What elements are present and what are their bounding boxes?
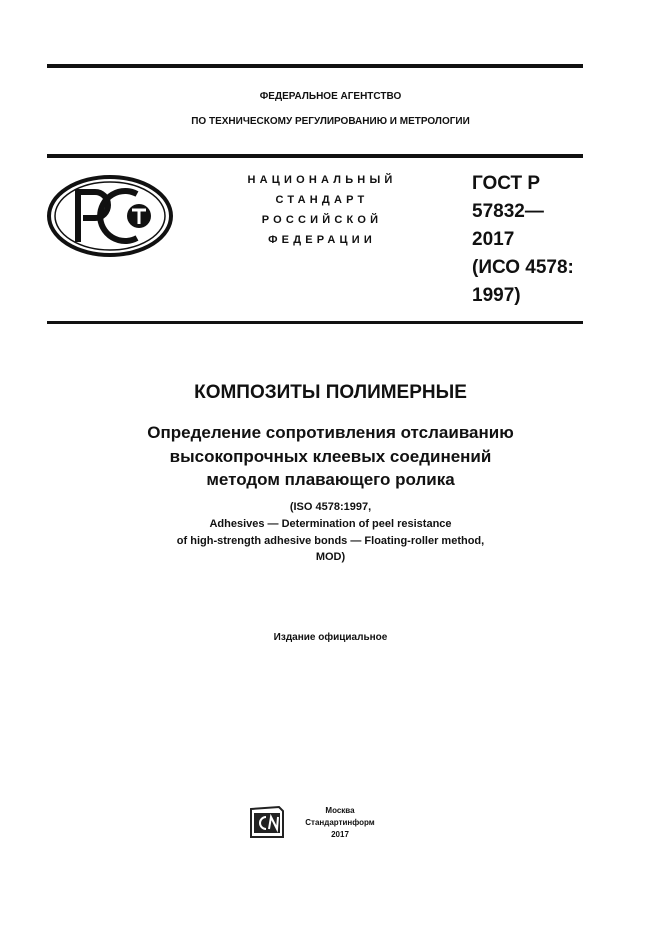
standard-type-line: СТАНДАРТ bbox=[275, 194, 369, 206]
standard-type-line: ФЕДЕРАЦИИ bbox=[268, 234, 376, 246]
standard-type-line: НАЦИОНАЛЬНЫЙ bbox=[247, 174, 397, 186]
designation bbox=[472, 170, 574, 310]
iso-ref-line: (ISO 4578:1997, bbox=[289, 501, 372, 513]
standard-type-line: РОССИЙСКОЙ bbox=[261, 214, 383, 226]
publisher-info bbox=[300, 805, 380, 841]
edition-label: Издание официальное bbox=[273, 632, 388, 643]
subtitle-line: методом плавающего ролика bbox=[206, 470, 455, 489]
agency-line-2: ПО ТЕХНИЧЕСКОМУ РЕГУЛИРОВАНИЮ И МЕТРОЛОГИИ bbox=[191, 116, 470, 127]
designation-line: (ИСО 4578: bbox=[472, 257, 574, 278]
designation-line: 1997) bbox=[472, 285, 521, 306]
publisher-logo-icon bbox=[249, 805, 285, 839]
agency-line-1: ФЕДЕРАЛЬНОЕ АГЕНТСТВО bbox=[259, 91, 402, 102]
divider bbox=[47, 154, 583, 158]
gost-logo-icon bbox=[45, 172, 175, 260]
subtitle-line: Определение сопротивления отслаиванию bbox=[147, 423, 514, 442]
designation-line: 2017 bbox=[472, 229, 515, 250]
publisher-name: Стандартинформ bbox=[305, 818, 375, 827]
subtitle-line: высокопрочных клеевых соединений bbox=[169, 447, 492, 466]
publisher-city: Москва bbox=[325, 806, 355, 815]
document-title: КОМПОЗИТЫ ПОЛИМЕРНЫЕ bbox=[194, 382, 467, 403]
iso-ref-line: Adhesives — Determination of peel resistance bbox=[209, 518, 452, 530]
iso-ref-line: MOD) bbox=[315, 551, 346, 563]
iso-ref-line: of high-strength adhesive bonds — Floating-roller method, bbox=[176, 535, 485, 547]
divider bbox=[47, 64, 583, 68]
publisher-year: 2017 bbox=[331, 830, 349, 839]
divider bbox=[47, 321, 583, 324]
designation-line: ГОСТ Р bbox=[472, 173, 541, 194]
designation-line: 57832— bbox=[472, 201, 544, 222]
